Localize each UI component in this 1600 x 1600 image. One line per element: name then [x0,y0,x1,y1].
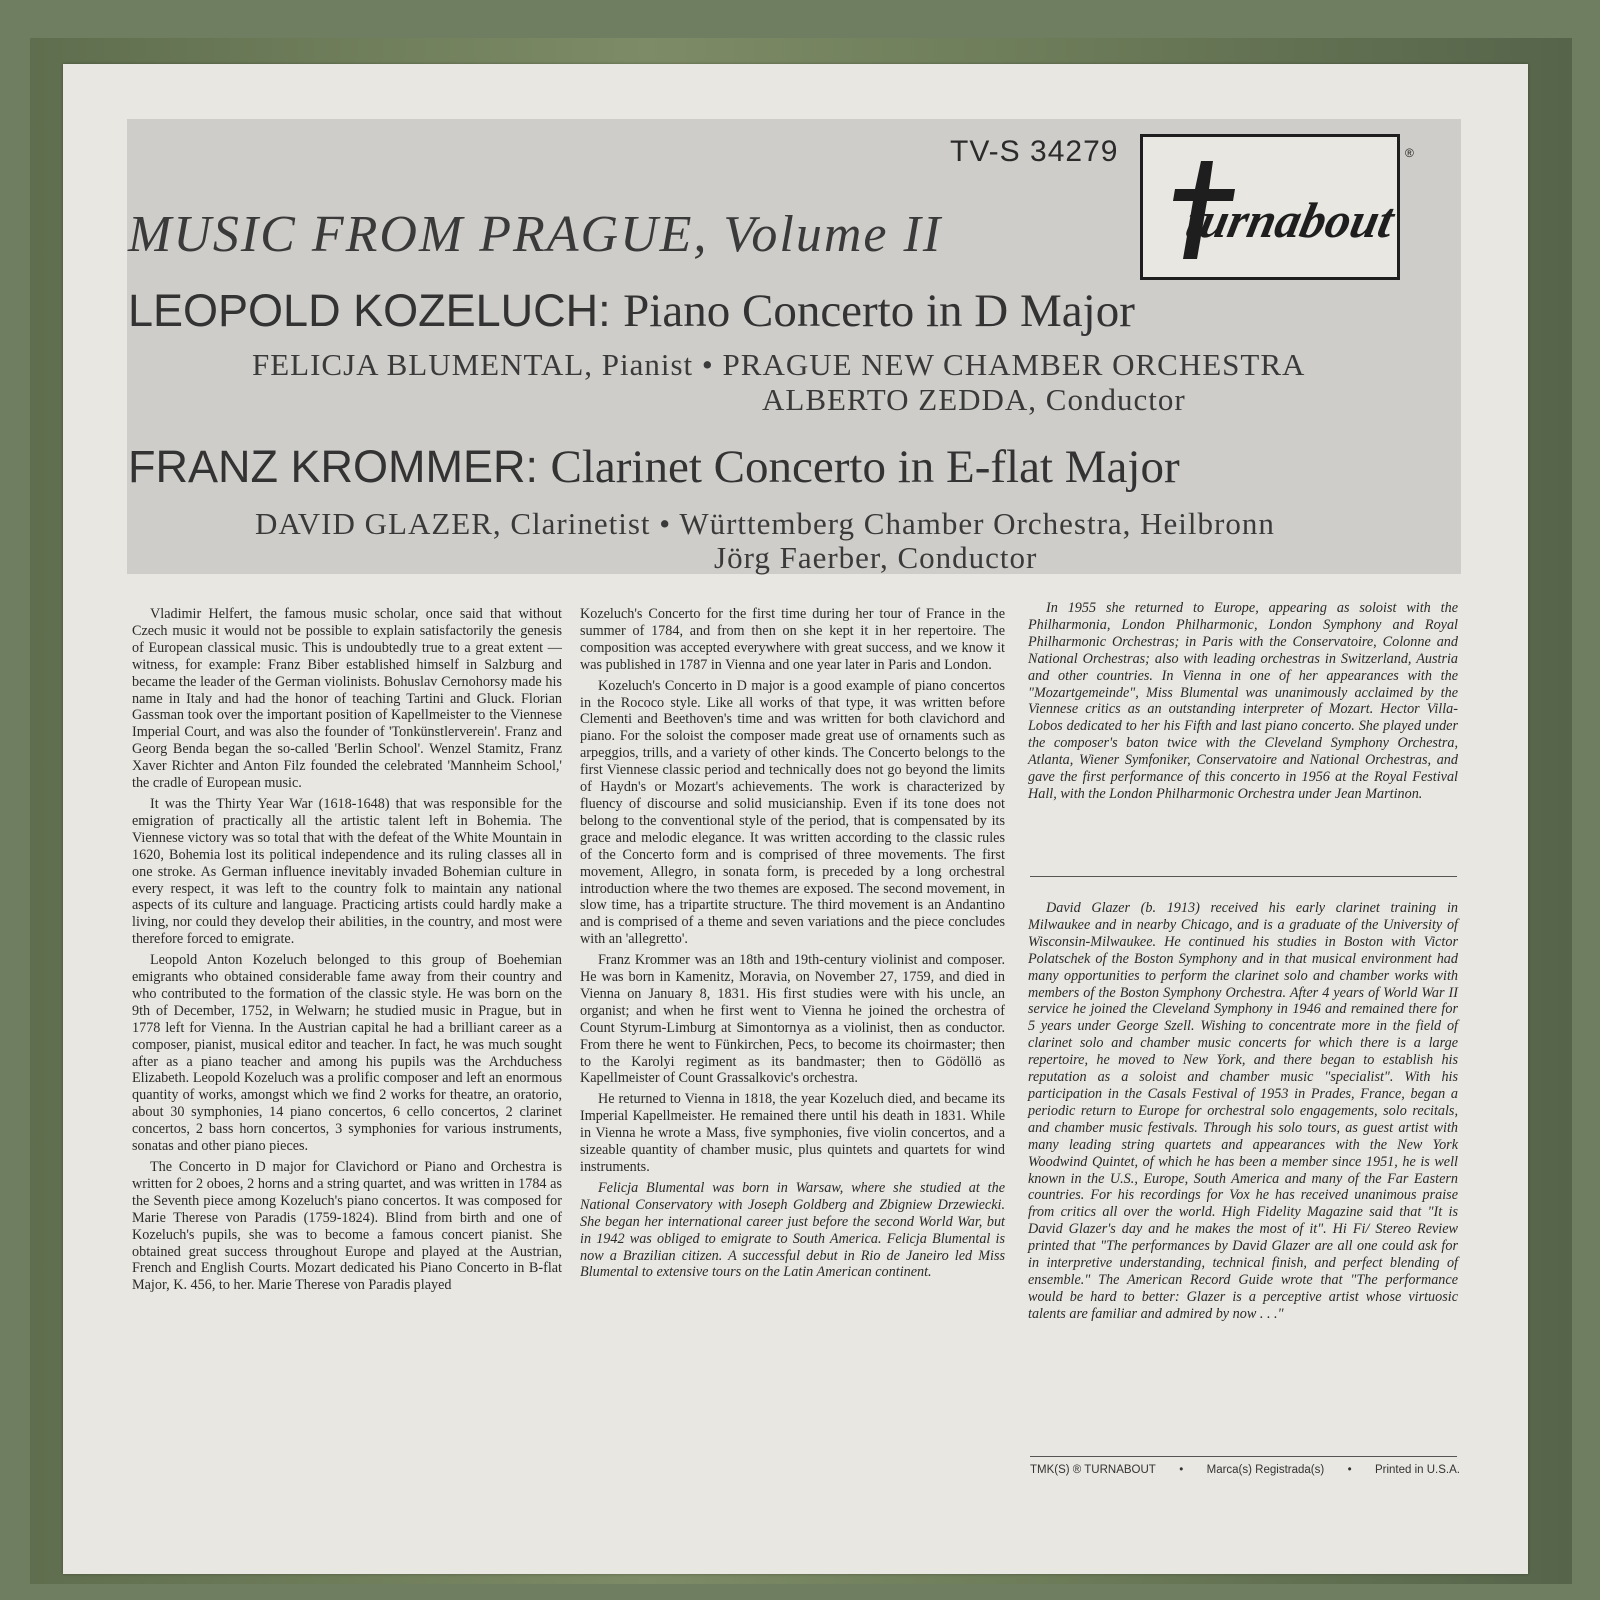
paragraph: Leopold Anton Kozeluch belonged to this group of Boehemian emigrants who obtained considerable fame away from their country and who contributed to the formation of the classic style. He was born on the 9th of December, 1752, in Welwarn; he studied music in Prague, but in 1778 left for Vienna. In the Austrian capital he had a brilliant career as a composer, pianist, musical editor and teacher. In fact, he was much sought after as a piano teacher and among his pupils was the Archduchess Elizabeth. Leopold Kozeluch was a prolific composer and left an enormous quantity of works, amongst which we find 2 works for theatre, an oratorio, about 30 symphonies, 14 piano concertos, 6 cello concertos, 2 clarinet concertos, 2 bass horn concertos, 3 symphonies for various instruments, sonatas and other piano pieces. [132,952,562,1155]
logo-wordmark: turnabout [1181,192,1397,248]
work-1-piece: Piano Concerto in D Major [623,285,1135,337]
footer [1030,1464,1460,1476]
work-2-piece: Clarinet Concerto in E-flat Major [550,441,1180,493]
paragraph: The Concerto in D major for Clavichord or Piano and Orchestra is written for 2 oboes, 2 horns and a string quartet, and was written in 1784 as the Seventh piece among Kozeluch's piano concertos. It was composed for Marie Therese von Paradis (1759-1824). Blind from birth and one of Kozeluch's pupils, she was to become a famous concert pianist. She obtained great success throughout Europe and played at the Austrian, French and English Courts. Mozart dedicated his Piano Concerto in B-flat Major, K. 456, to her. Marie Therese von Paradis played [132,1159,562,1294]
paragraph: David Glazer (b. 1913) received his early clarinet training in Milwaukee and in nearby Chicago, and is a graduate of the University of Wisconsin-Milwaukee. He continued his studies in Boston with Victor Polatschek of the Boston Symphony and in that musical environment had many opportunities to perform the clarinet solo and chamber works with members of the Boston Symphony Orchestra. After 4 years of World War II service he joined the Cleveland Symphony in 1946 and remained there for 5 years under George Szell. Wishing to concentrate more in the field of clarinet solo and chamber music concerts for which there is a large repertoire, he moved to New York, and there began to establish his reputation as a soloist and chamber music "specialist". With his participation in the Casals Festival of 1953 in Prades, France, began a periodic return to Europe for orchestral solo engagements, solo recitals, and chamber music festivals. Through his solo tours, as guest artist with many leading string quartets and appearances with the New York Woodwind Quintet, of which he has been a member since 1951, he is well known in the U.S., Europe, South America and many of the Far Eastern countries. For his recordings for Vox he has received unanimous praise from critics all over the world. High Fidelity Magazine said that "It is David Glazer's day and he makes the most of it". Hi Fi/ Stereo Review printed that "The performances by David Glazer are all one could ask for in interpretive understanding, technical finish, and perfect blending of ensemble." The American Record Guide wrote that "The performance would be hard to better: Glazer is a perceptive artist whose virtuosic talents are familiar and admired by now . . ." [1028,900,1458,1322]
work-2-conductor: Jörg Faerber, Conductor [714,540,1038,575]
paragraph: Franz Krommer was an 18th and 19th-century violinist and composer. He was born in Kamenitz, Moravia, on November 27, 1759, and died in Vienna on January 8, 1831. His first studies were with his uncle, an organist; and when he first went to Vienna he joined the orchestra of Count Styrum-Limburg at Simontornya as a violinist, then as conductor. From there he went to Fünkirchen, Pecs, to become its choirmaster; then to the Karolyi regiment as its bandmaster; then to Gödöllö as Kapellmeister of Count Grassalkovic's orchestra. [580,952,1005,1087]
footer-printed: Printed in U.S.A. [1374,1464,1460,1476]
paragraph: In 1955 she returned to Europe, appearing as soloist with the Philharmonia, London Philharmonic, London Symphony and Royal Philharmonic Orchestras; in Paris with the Conservatoire, Colonne and National Orchestras; also with leading orchestras in Switzerland, Austria and other countries. In Vienna in one of her appearances with the "Mozartgemeinde", Miss Blumental was unanimously acclaimed by the Viennese critics as an outstanding interpreter of Mozart. Hector Villa-Lobos dedicated to her his Fifth and last piano concerto. She played under the composer's baton twice with the Cleveland Symphony Orchestra, Atlanta, Wiener Symfoniker, Conservatoire and National Orchestras, and gave the first performance of this concerto in 1956 at the Royal Festival Hall, with the London Philharmonic Orchestra under Jean Martinon. [1028,600,1458,802]
liner-notes-column-1 [132,606,562,1298]
footer-registered: Marca(s) Registrada(s) [1206,1464,1325,1476]
paragraph: Kozeluch's Concerto for the first time during her tour of France in the summer of 1784, and from then on she kept it in her repertoire. The composition was accepted everywhere with great success, and we know it was published in 1787 in Vienna and one year later in Paris and London. [580,606,1005,673]
series-title: MUSIC FROM PRAGUE, Volume II [128,206,943,263]
footer-divider [1030,1456,1457,1457]
liner-notes-column-3-glazer [1028,900,1458,1327]
paragraph: Felicja Blumental was born in Warsaw, where she studied at the National Conservatory with Joseph Goldberg and Zbigniew Drzewiecki. She began her international career just before the second World War, but in 1942 was obliged to emigrate to South America. Felicja Blumental is now a Brazilian citizen. A successful debut in Rio de Janeiro led Miss Blumental to extensive tours on the Latin American continent. [580,1179,1005,1281]
work-1-title [128,284,1135,338]
liner-notes-column-2 [580,606,1005,1285]
work-1-performers: FELICJA BLUMENTAL, Pianist • PRAGUE NEW CHAMBER ORCHESTRA [252,347,1306,382]
registered-mark: ® [1405,146,1414,160]
paragraph: It was the Thirty Year War (1618-1648) that was responsible for the emigration of practically all the artistic talent left in Bohemia. The Viennese victory was so total that with the defeat of the White Mountain in 1620, Bohemia lost its political independence and its ruling classes all in one stroke. As German influence inevitably invaded Bohemian culture in every respect, it was left to the country folk to maintain any national aspects of its culture and language. Practicing artists could hardly make a living, nor could they develop their abilities, in the country, and most were therefore forced to emigrate. [132,795,562,948]
catalog-number: TV-S 34279 [950,135,1119,168]
footer-bullet: • [1347,1464,1352,1476]
paragraph: Vladimir Helfert, the famous music scholar, once said that without Czech music it would not be possible to explain satisfactorily the genesis of European classical music. This is undoubtedly true to a great extent — witness, for example: Franz Biber established himself in Salzburg and became the leader of the German violinists. Bohuslav Cernohorsy made his name in Italy and had the honor of teaching Tartini and Gluck. Florian Gassman took over the important position of Kapellmeister to the Viennese Imperial Court, and was also the founder of 'Tonkünstlerverein'. Franz and Georg Benda began the so-called 'Berlin School'. Wenzel Stamitz, Franz Xaver Richter and Anton Filz founded the celebrated 'Mannheim School,' the cradle of European music. [132,606,562,792]
turnabout-logo [1140,134,1400,280]
work-1-composer: LEOPOLD KOZELUCH: [128,285,611,336]
column-divider [1030,876,1457,877]
footer-trademark: TMK(S) ® TURNABOUT [1030,1464,1156,1476]
paragraph: He returned to Vienna in 1818, the year Kozeluch died, and became its Imperial Kapellmeister. He remained there until his death in 1831. While in Vienna he wrote a Mass, five symphonies, five violin concertos, and a sizeable quantity of chamber music, plus quintets and quartets for wind instruments. [580,1091,1005,1175]
work-2-performers: DAVID GLAZER, Clarinetist • Württemberg Chamber Orchestra, Heilbronn [255,506,1275,541]
work-1-conductor: ALBERTO ZEDDA, Conductor [762,382,1186,417]
paragraph: Kozeluch's Concerto in D major is a good example of piano concertos in the Rococo style. Like all works of that type, it was written before Clementi and Beethoven's time and was written for both clavichord and piano. For the soloist the composer made great use of ornaments such as arpeggios, trills, and a variety of other kinds. The Concerto belongs to the first Viennese classic period and technically does not go beyond the limits of Haydn's or Mozart's achievements. The work is characterized by fluency of discourse and solid musicianship. Even if its tone does not belong to the conventional style of the period, that is compensated by its grace and melodic elegance. It was written according to the classic rules of the Concerto form and is comprised of three movements. The first movement, Allegro, in sonata form, is preceded by a long orchestral introduction where the two themes are exposed. The second movement, in slow time, has a tripartite structure. The third movement is an Andantino and is comprised of a theme and seven variations and the piece concludes with an 'allegretto'. [580,677,1005,948]
work-2-title [128,440,1180,494]
turnabout-logo-mark [1143,137,1397,277]
footer-bullet: • [1179,1464,1184,1476]
liner-notes-column-3-blumental [1028,600,1458,807]
work-2-composer: FRANZ KROMMER: [128,441,538,492]
